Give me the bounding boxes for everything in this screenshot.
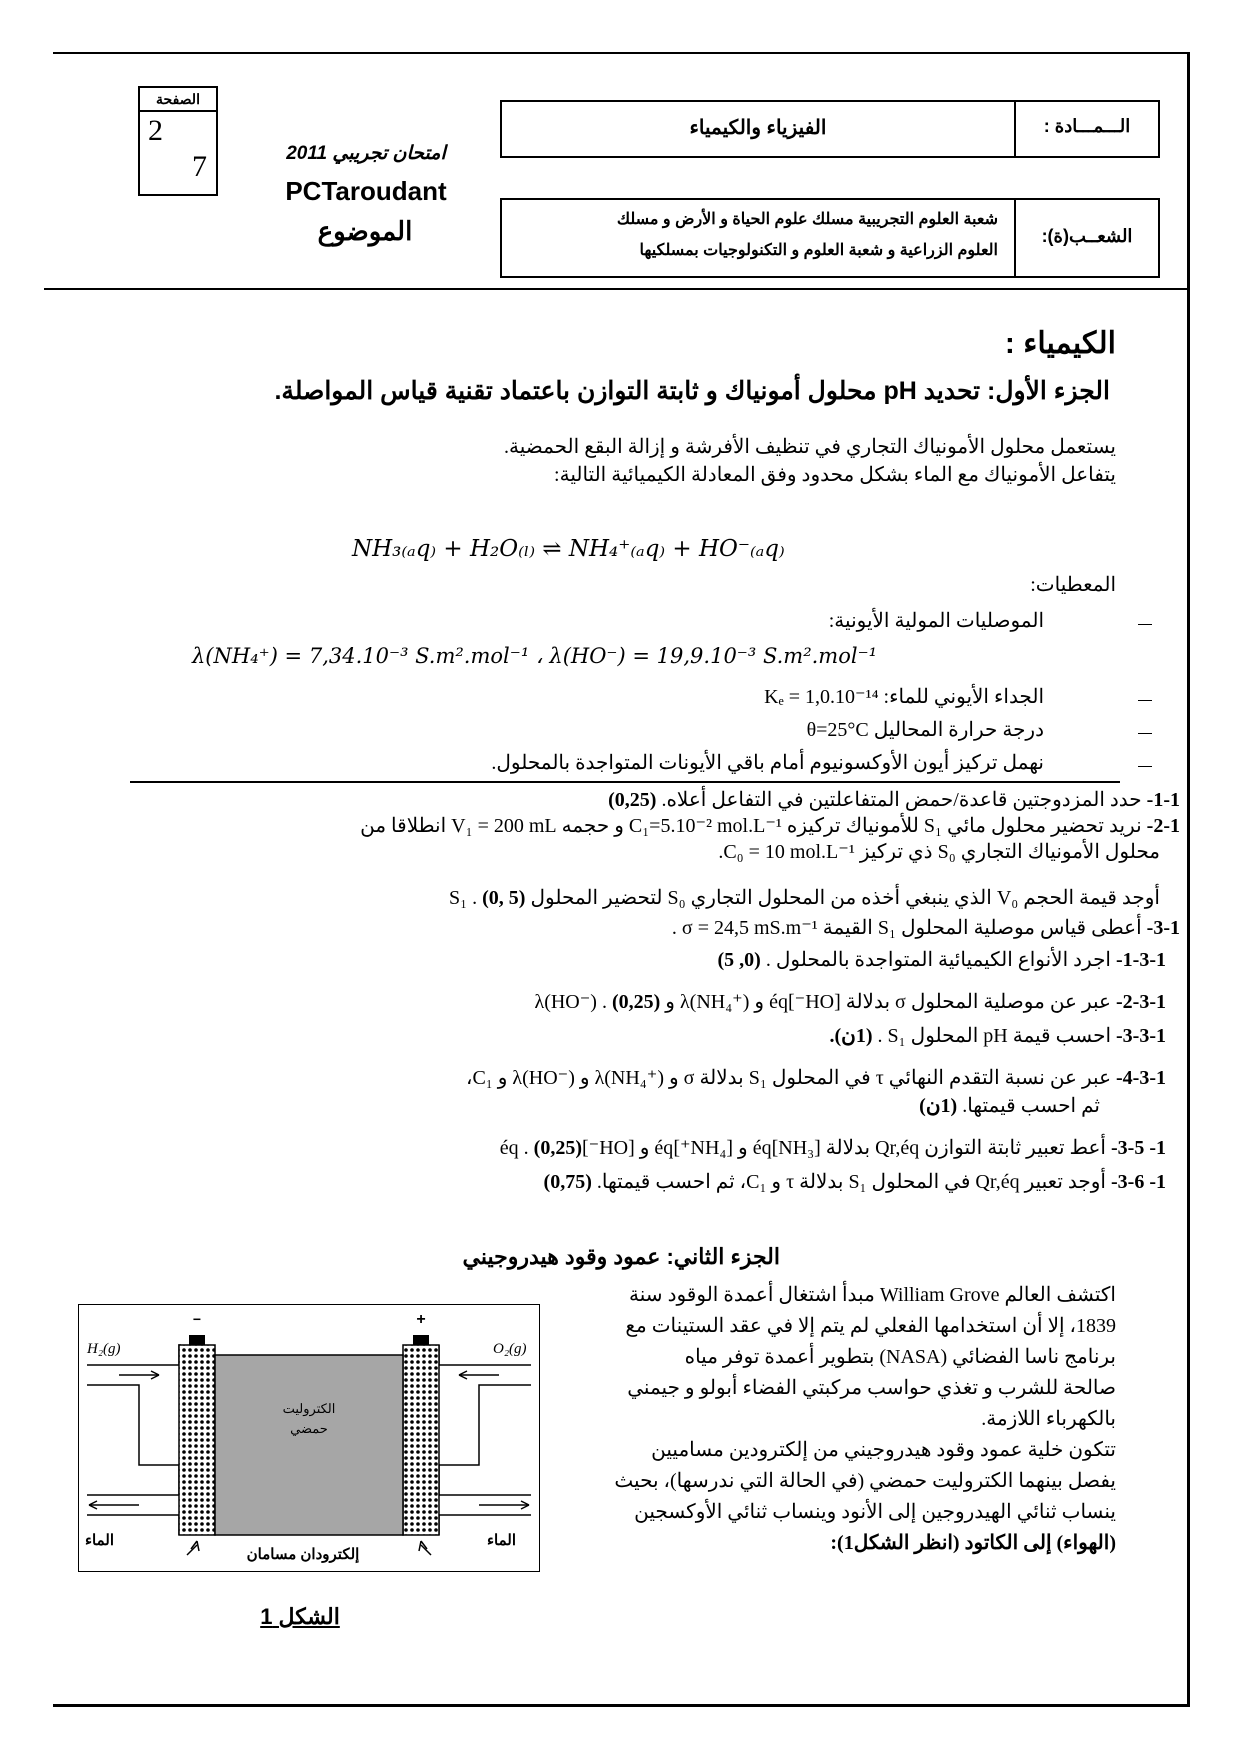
header-divider [44,288,1190,290]
subject-label: الـــمـــادة : [1043,116,1131,136]
plus-terminal: + [416,1311,426,1328]
question-3-3-1: 3-3-1- احسب قيمة pH المحلول S₁ . (1ن). [829,1025,1166,1047]
subject-box [500,100,1160,158]
figure-caption: الشكل 1 [260,1604,340,1629]
p1-line: برنامج ناسا الفضائي (NASA) بتطوير أعمدة توفر مياه [684,1346,1116,1368]
bullet-4 [1138,766,1152,767]
mawdou-label: الموضوع [317,216,413,246]
exam-title: امتحان تجريبي 2011 [286,143,446,164]
fuel-cell-diagram [79,1305,541,1573]
page-box-tick [138,194,156,196]
question-2-1-ask: أوجد قيمة الحجم V₀ الذي ينبغي أخذه من المحلول التجاري S₀ لتحضير المحلول S₁ . (0, 5) [449,887,1160,909]
question-4-3-1-cont: ثم احسب قيمتها. (1ن) [919,1095,1100,1117]
page-number-box [138,86,218,196]
givens-divider [130,781,1120,783]
question-5-3-1: 1- 3-5- أعط تعبير ثابتة التوازن Qr,éq بدلالة [NH₃]éq و [NH₄⁺]éq و [HO⁻]éq . (0,25) [499,1137,1166,1159]
question-1-1: 1-1- حدد المزدوجتين قاعدة/حمض المتفاعلتين في التفاعل أعلاه. (0,25) [608,789,1180,811]
question-4-3-1: 4-3-1- عبر عن نسبة التقدم النهائي τ في المحلول S₁ بدلالة σ و λ(NH₄⁺) و λ(HO⁻) و C₁، [465,1067,1166,1089]
subject-value: الفيزياء والكيمياء [689,117,827,139]
fuel-cell-figure [78,1304,540,1572]
chem-heading: الكيمياء : [1004,327,1116,360]
p1-line: 1839، إلا أن استخدامها الفعلي لم يتم إلا في عقد الستينات مع [625,1315,1116,1337]
given-ke: الجداء الأيوني للماء: Kₑ = 1,0.10⁻¹⁴ [764,686,1044,708]
school-name: PCTaroudant [285,176,447,206]
question-6-3-1: 1- 3-6- أوجد تعبير Qr,éq في المحلول S₁ بدلالة τ و C₁، ثم احسب قيمتها. (0,75) [543,1171,1166,1193]
part1-title: الجزء الأول: تحديد pH محلول أمونياك و ثابتة التوازن باعتماد تقنية قياس المواصلة. [274,377,1110,405]
p2-line: يفصل بينهما الكتروليت حمضي (في الحالة التي ندرسها)، بحيث [614,1470,1116,1492]
given-neglect: نهمل تركيز أيون الأوكسونيوم أمام باقي الأيونات المتواجدة بالمحلول. [491,752,1044,774]
branch-box [500,198,1160,278]
question-3-1: 3-1- أعطى قياس موصلية المحلول S₁ القيمة σ = 24,5 mS.m⁻¹ . [671,917,1180,939]
water-left-label: الماء [85,1532,115,1549]
electrolyte-label-1: الكتروليت [282,1401,336,1416]
bullet-1 [1138,624,1152,625]
question-2-1: 2-1- نريد تحضير محلول مائي S₁ للأمونياك تركيزه C₁=5.10⁻² mol.L⁻¹ و حجمه V₁ = 200 mL انطلاقا من [360,815,1180,837]
reaction-equation: NH₃₍ₐq₎ + H₂O₍ₗ₎ ⇌ NH₄⁺₍ₐq₎ + HO⁻₍ₐq₎ [352,536,785,562]
given-conductivities: الموصليات المولية الأيونية: [828,610,1044,632]
given-conductivity-values: λ(NH₄⁺) = 7,34.10⁻³ S.m².mol⁻¹ ، λ(HO⁻) = 19,9.10⁻³ S.m².mol⁻¹ [192,644,878,668]
electrolyte [215,1355,403,1535]
bullet-3 [1138,733,1152,734]
p2-line: ينساب ثنائي الهيدروجين إلى الأنود وينساب ثنائي الأوكسجين [634,1501,1116,1523]
p1-line: صالحة للشرب و تغذي حواسب مركبتي الفضاء أبولو و جيمني [627,1377,1116,1399]
question-1-3-1: 1-3-1- اجرد الأنواع الكيميائية المتواجدة بالمحلول . (0, 5) [717,949,1166,971]
bullet-2 [1138,700,1152,701]
page-total: 7 [192,150,207,183]
intro-line-2: يتفاعل الأمونياك مع الماء بشكل محدود وفق المعادلة الكيميائية التالية: [554,464,1116,486]
p1-line: اكتشف العالم William Grove مبدأ اشتغال أعمدة الوقود سنة [629,1284,1116,1306]
branch-line-2: العلوم الزراعية و شعبة العلوم و التكنولوجيات بمسلكيها [639,242,998,259]
givens-label: المعطيات: [1030,574,1116,596]
p1-line: بالكهرباء اللازمة. [981,1408,1116,1430]
anode [179,1345,215,1535]
h2-label: H₂(g) [87,1341,121,1357]
electrolyte-label-2: حمضي [290,1421,328,1436]
cathode [403,1345,439,1535]
electrodes-label: إلكترودان مسامان [246,1546,360,1563]
minus-terminal: − [192,1311,202,1327]
o2-label: O₂(g) [493,1341,527,1357]
branch-line-1: شعبة العلوم التجريبية مسلك علوم الحياة و الأرض و مسلك [616,211,998,228]
branch-label: الشعــب(ة): [1041,226,1133,246]
water-right-label: الماء [487,1532,517,1549]
p2-line: (الهواء) إلى الكاتود (انظر الشكل1): [830,1532,1116,1554]
page-label: الصفحة [140,88,216,112]
p2-line: تتكون خلية عمود وقود هيدروجيني من إلكترودين مساميين [651,1439,1116,1461]
intro-line-1: يستعمل محلول الأمونياك التجاري في تنظيف الأفرشة و إزالة البقع الحمضية. [503,436,1116,458]
question-2-1-cont: محلول الأمونياك التجاري S₀ ذي تركيز C₀ = 10 mol.L⁻¹. [718,841,1160,863]
given-temperature: درجة حرارة المحاليل θ=25°C [806,719,1044,741]
part2-paragraph [576,1280,1116,1559]
part2-title: الجزء الثاني: عمود وقود هيدروجيني [462,1244,780,1269]
page-current: 2 [148,114,163,147]
question-2-3-1: 2-3-1- عبر عن موصلية المحلول σ بدلالة [HO⁻]éq و λ(NH₄⁺) و λ(HO⁻) . (0,25) [534,991,1166,1013]
